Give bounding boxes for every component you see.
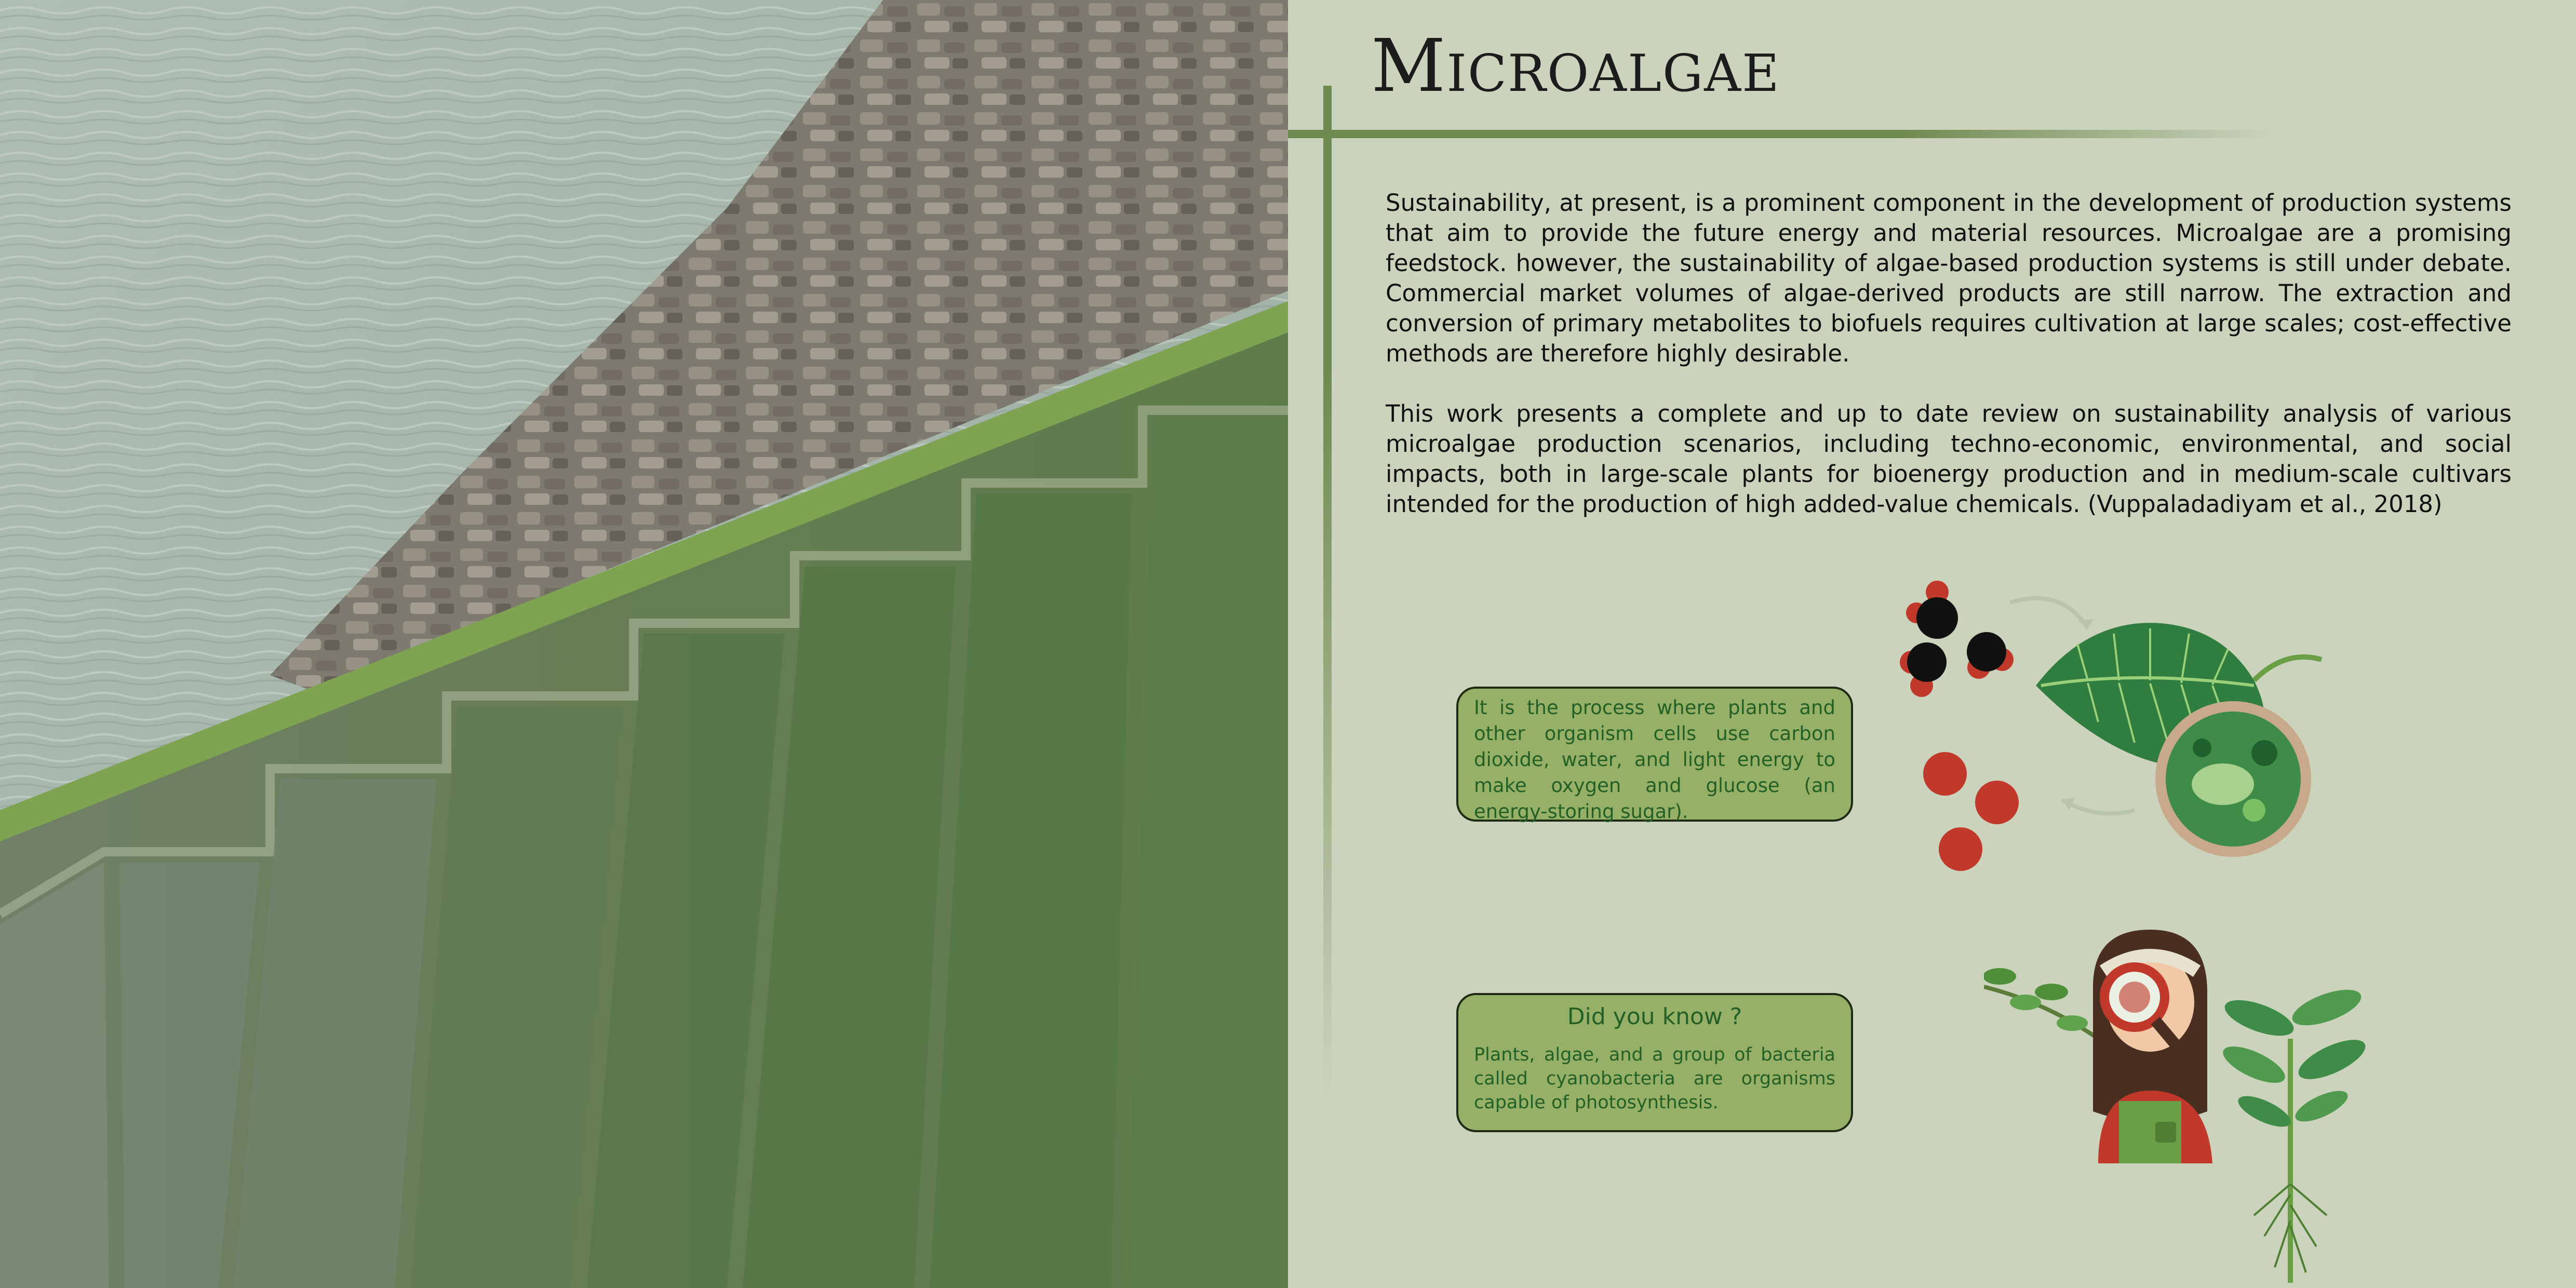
page-title: Microalgae: [1371, 24, 1780, 109]
did-you-know-text: Plants, algae, and a group of bacteria called cyanobacteria are organisms capable of photosynthesis.: [1474, 1044, 1835, 1113]
title-underline-bar: [1288, 130, 2275, 138]
did-you-know-box: [1456, 993, 1853, 1132]
plant-cell-icon: [2155, 701, 2311, 857]
sprout-plant-icon: [2218, 983, 2370, 1283]
photosynthesis-cycle-illustration: [1890, 576, 2373, 909]
photosynthesis-definition-box: [1456, 687, 1853, 822]
intro-paragraph: Sustainability, at present, is a prominent component in the development of production systems that aim to provide the future energy and material resources. Microalgae are a promising feedstock. however, the sustainability of algae-based production systems is still under debate. Commercial market volumes of algae-derived products are still narrow. The extraction and conversion of primary metabolites to biofuels requires cultivation at large scales; cost-effective methods are therefore highly desirable.: [1386, 189, 2512, 367]
did-you-know-heading: Did you know ?: [1567, 1003, 1742, 1030]
water-drops-icon: [1923, 752, 2019, 871]
left-accent-bar: [1323, 86, 1332, 1098]
photosynthesis-definition-text: It is the process where plants and other organism cells use carbon dioxide, water, and light energy to make oxygen and glucose (an energy-storing sugar).: [1474, 696, 1835, 823]
scientist-magnifier-plant-illustration: [1984, 924, 2384, 1283]
review-paragraph: This work presents a complete and up to date review on sustainability analysis of various microalgae production scenarios, including techno-economic, environmental, and social impacts, both in large-scale plants for bioenergy production and in medium-scale cultivars intended for the production of high added-value chemicals. (Vuppaladadiyam et al., 2018): [1386, 400, 2512, 518]
cycle-arrow-icon: [2010, 598, 2088, 628]
molecule-icon: [1900, 581, 2014, 697]
content-panel: [1288, 0, 2576, 1288]
branch-icon: [1984, 968, 2098, 1039]
scientist-icon: [2093, 930, 2212, 1163]
